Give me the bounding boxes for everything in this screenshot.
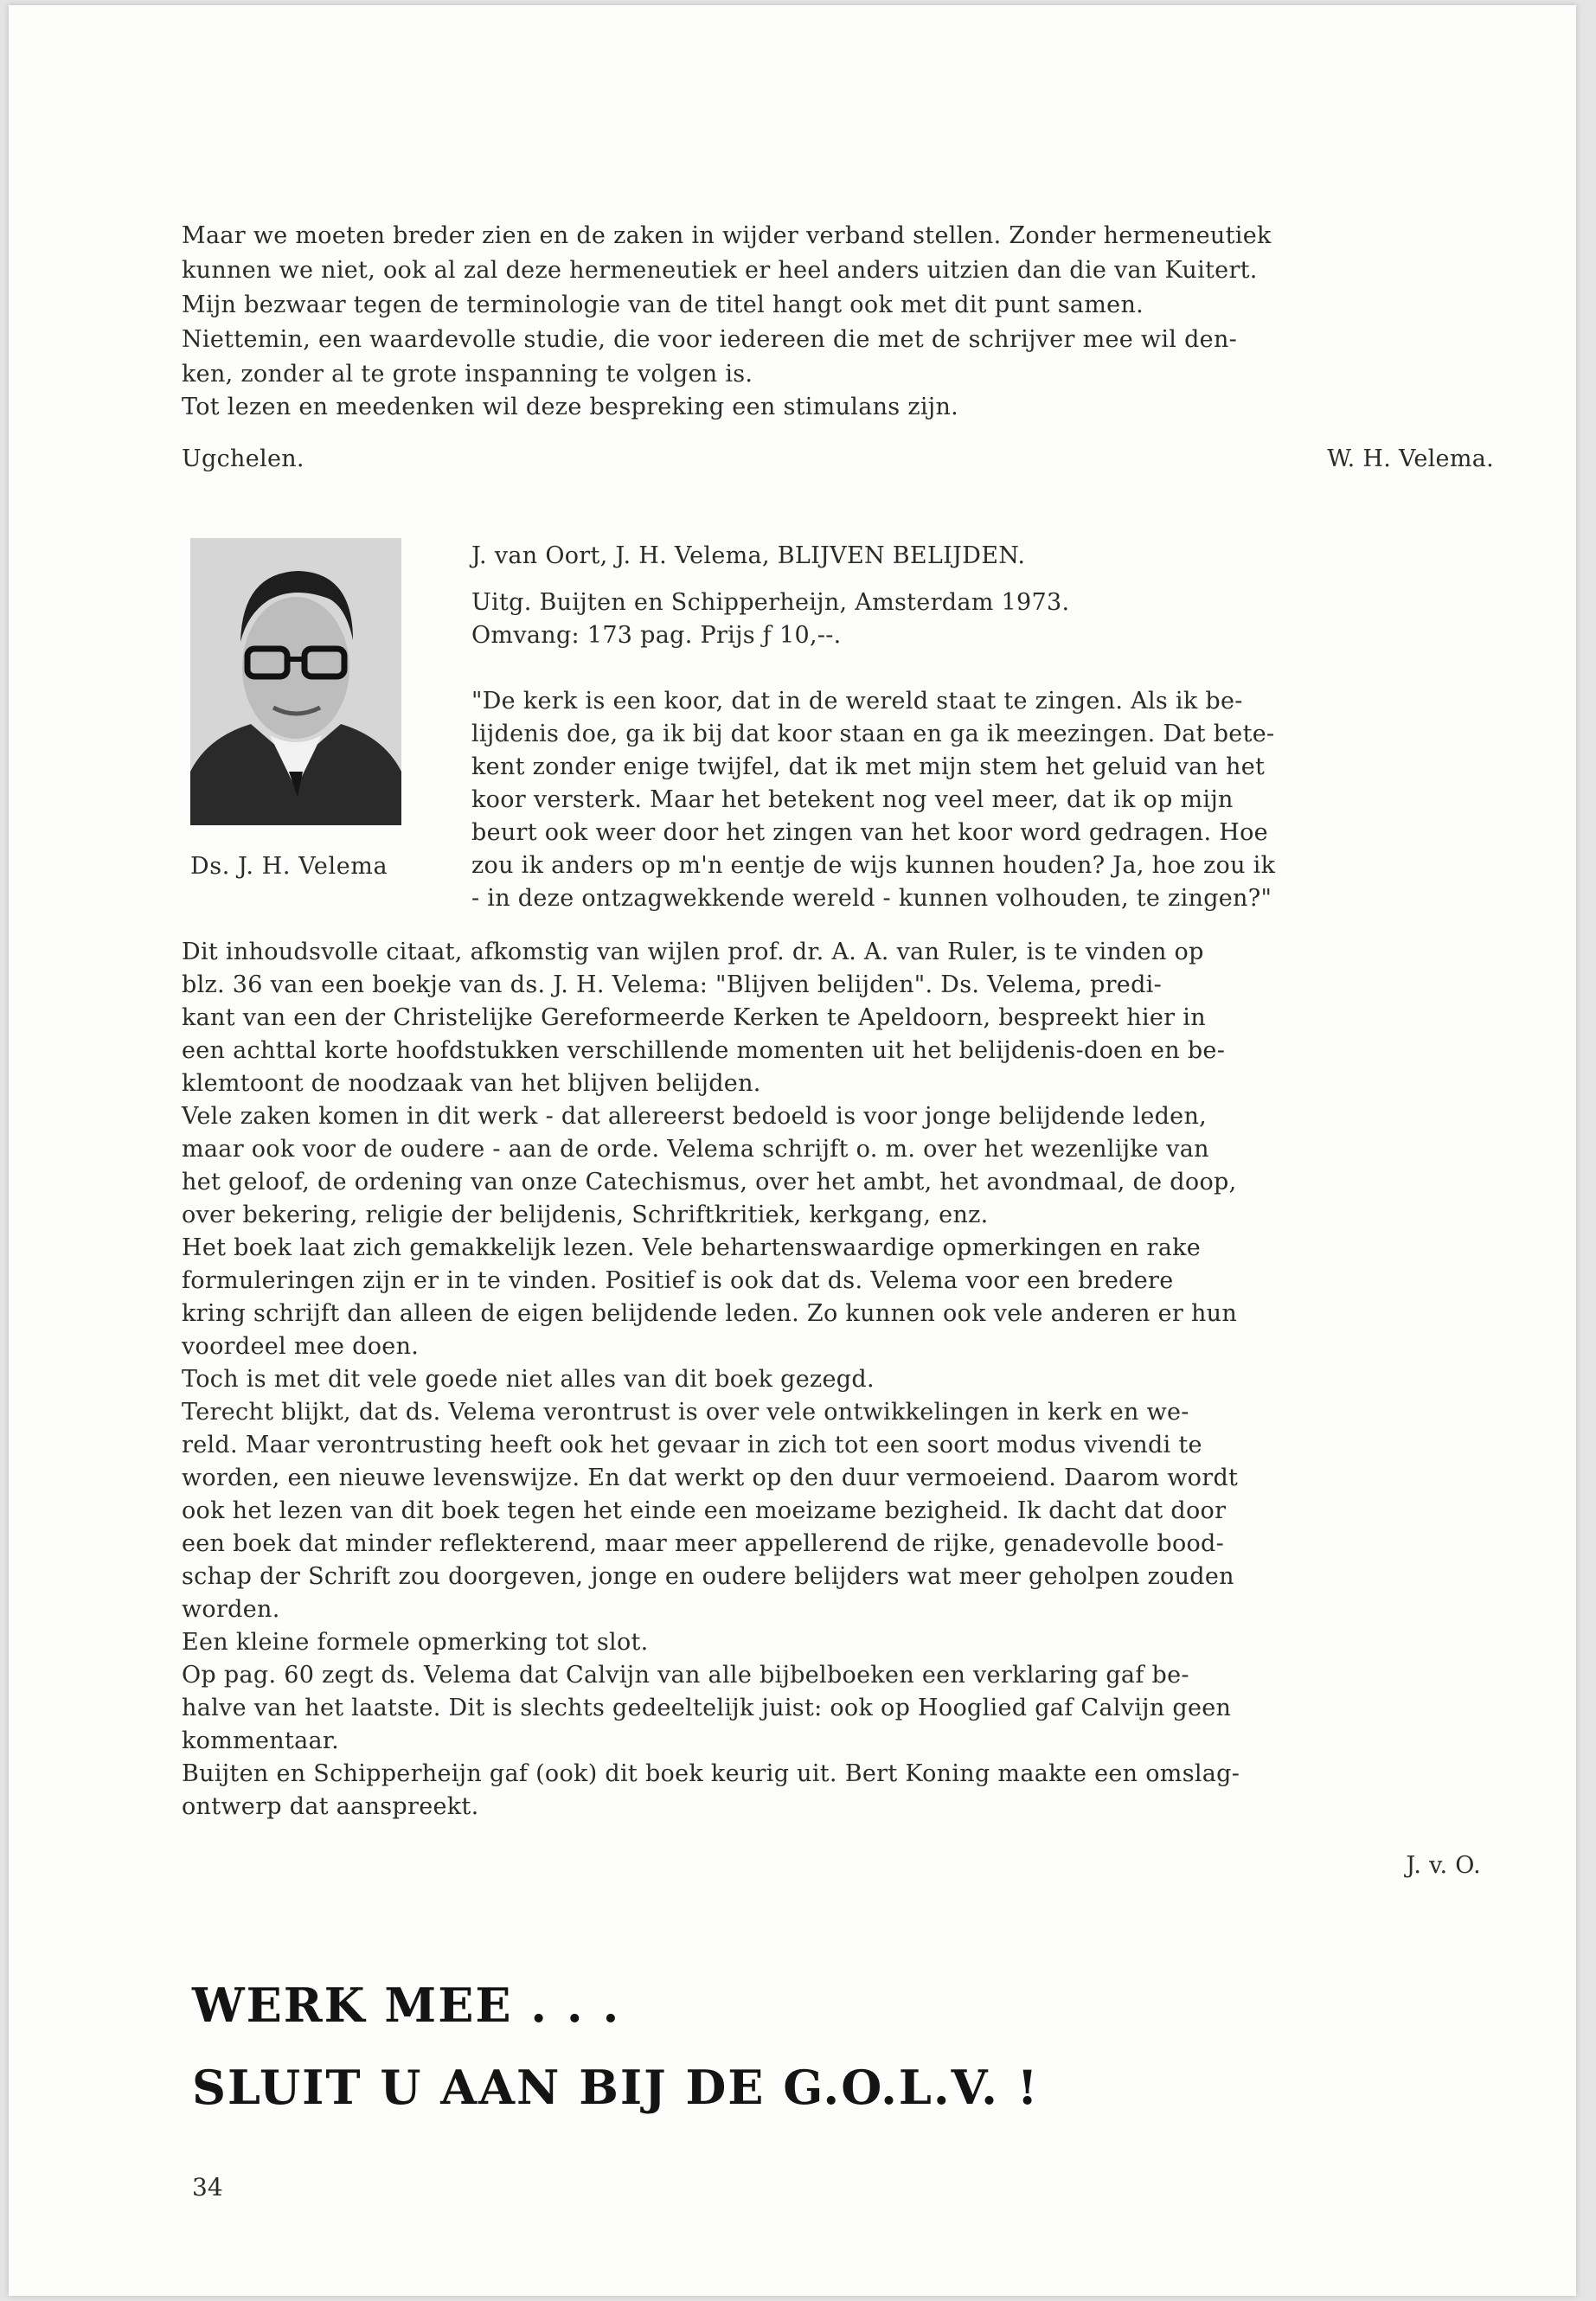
body-line: worden, een nieuwe levenswijze. En dat werkt op den duur vermoeiend. Daarom wordt: [182, 1465, 1239, 1491]
body-line: een achttal korte hoofdstukken verschillende momenten uit het belijdenis-doen en be-: [182, 1037, 1226, 1064]
body-line: worden.: [182, 1596, 280, 1623]
body-line: schap der Schrift zou doorgeven, jonge en oudere belijders wat meer geholpen zouden: [182, 1563, 1234, 1590]
slogan-line-1: WERK MEE . . .: [192, 1977, 621, 2033]
body-line: over bekering, religie der belijdenis, Schriftkritiek, kerkgang, enz.: [182, 1202, 989, 1228]
slogan-line-2: SLUIT U AAN BIJ DE G.O.L.V. !: [192, 2060, 1040, 2115]
body-line: ook het lezen van dit boek tegen het einde een moeizame bezigheid. Ik dacht dat door: [182, 1497, 1227, 1524]
author-signature: W. H. Velema.: [1327, 445, 1494, 472]
body-line: ontwerp dat aanspreekt.: [182, 1793, 479, 1820]
body-line: Het boek laat zich gemakkelijk lezen. Vele behartenswaardige opmerkingen en rake: [182, 1234, 1202, 1261]
body-line: kant van een der Christelijke Gereformeerde Kerken te Apeldoorn, bespreekt hier in: [182, 1004, 1206, 1031]
body-line: Vele zaken komen in dit werk - dat allereerst bedoeld is voor jonge belijdende leden,: [182, 1103, 1208, 1130]
quote-line: lijdenis doe, ga ik bij dat koor staan en ga ik meezingen. Dat bete-: [471, 721, 1275, 747]
body-line: klemtoont de noodzaak van het blijven belijden.: [182, 1070, 761, 1097]
body-line: formuleringen zijn er in te vinden. Positief is ook dat ds. Velema voor een bredere: [182, 1267, 1174, 1294]
portrait-image: [190, 538, 401, 825]
body-line: voordeel mee doen.: [182, 1333, 420, 1360]
body-line: blz. 36 van een boekje van ds. J. H. Velema: "Blijven belijden". Ds. Velema, predi-: [182, 971, 1163, 998]
quote-line: zou ik anders op m'n eentje de wijs kunnen houden? Ja, hoe zou ik: [471, 852, 1276, 879]
review-signature: J. v. O.: [1406, 1852, 1481, 1879]
body-line: Op pag. 60 zegt ds. Velema dat Calvijn van alle bijbelboeken een verklaring gaf be-: [182, 1662, 1189, 1689]
body-line: Buijten en Schipperheijn gaf (ook) dit boek keurig uit. Bert Koning maakte een omslag-: [182, 1760, 1240, 1787]
body-line: reld. Maar verontrusting heeft ook het gevaar in zich tot een soort modus vivendi te: [182, 1432, 1202, 1458]
intro-line: kunnen we niet, ook al zal deze hermeneutiek er heel anders uitzien dan die van Kuitert.: [182, 257, 1258, 284]
book-title-line: J. van Oort, J. H. Velema, BLIJVEN BELIJDEN.: [471, 542, 1026, 569]
place-name: Ugchelen.: [182, 445, 304, 472]
body-line: het geloof, de ordening van onze Catechismus, over het ambt, het avondmaal, de doop,: [182, 1169, 1237, 1195]
intro-line: Maar we moeten breder zien en de zaken in wijder verband stellen. Zonder hermeneutiek: [182, 222, 1272, 249]
intro-line: Tot lezen en meedenken wil deze bespreking een stimulans zijn.: [182, 394, 959, 420]
quote-line: kent zonder enige twijfel, dat ik met mijn stem het geluid van het: [471, 753, 1266, 780]
intro-line: Niettemin, een waardevolle studie, die voor iedereen die met de schrijver mee wil den-: [182, 326, 1238, 353]
body-line: Terecht blijkt, dat ds. Velema verontrust is over vele ontwikkelingen in kerk en we-: [182, 1399, 1189, 1426]
photo-caption: Ds. J. H. Velema: [190, 853, 388, 880]
quote-line: beurt ook weer door het zingen van het koor word gedragen. Hoe: [471, 819, 1268, 846]
body-line: kommentaar.: [182, 1727, 340, 1754]
quote-line: koor versterk. Maar het betekent nog veel meer, dat ik op mijn: [471, 786, 1234, 813]
quote-line: - in deze ontzagwekkende wereld - kunnen volhouden, te zingen?": [471, 885, 1272, 912]
intro-line: Mijn bezwaar tegen de terminologie van de titel hangt ook met dit punt samen.: [182, 292, 1144, 318]
intro-line: ken, zonder al te grote inspanning te volgen is.: [182, 361, 753, 388]
body-line: Een kleine formele opmerking tot slot.: [182, 1629, 649, 1656]
body-line: halve van het laatste. Dit is slechts gedeeltelijk juist: ook op Hooglied gaf Calvijn geen: [182, 1695, 1232, 1721]
author-photo: [190, 538, 401, 825]
quote-line: "De kerk is een koor, dat in de wereld staat te zingen. Als ik be-: [471, 688, 1243, 715]
body-line: Toch is met dit vele goede niet alles van dit boek gezegd.: [182, 1366, 875, 1393]
publisher-line: Uitg. Buijten en Schipperheijn, Amsterdam 1973.: [471, 589, 1070, 616]
body-line: een boek dat minder reflekterend, maar meer appellerend de rijke, genadevolle bood-: [182, 1530, 1225, 1557]
size-price-line: Omvang: 173 pag. Prijs ƒ 10,--.: [471, 622, 842, 649]
body-line: Dit inhoudsvolle citaat, afkomstig van wijlen prof. dr. A. A. van Ruler, is te vinden op: [182, 939, 1204, 965]
body-line: maar ook voor de oudere - aan de orde. Velema schrijft o. m. over het wezenlijke van: [182, 1136, 1209, 1163]
body-line: kring schrijft dan alleen de eigen belijdende leden. Zo kunnen ook vele anderen er hun: [182, 1300, 1238, 1327]
document-page: [9, 5, 1576, 2296]
page-number: 34: [192, 2173, 223, 2202]
